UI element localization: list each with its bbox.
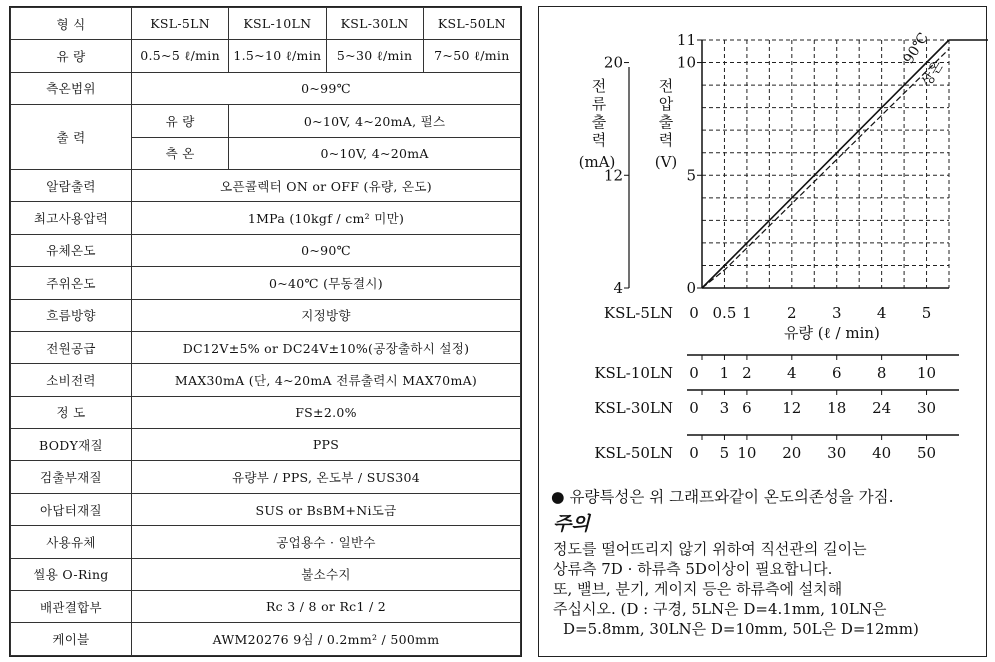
model-cell: KSL-5LN — [132, 8, 229, 40]
spec-table — [9, 6, 522, 657]
flow-label: 유 량 — [11, 40, 132, 72]
series-label-room: 상온 — [918, 58, 947, 90]
fluid-temp-value: 0~90℃ — [132, 234, 521, 266]
model-label: 형 식 — [11, 8, 132, 40]
current-axis-label: 류 — [591, 95, 607, 113]
scale-tick-label: 12 — [782, 399, 802, 417]
output-flow-value: 0~10V, 4~20mA, 펄스 — [229, 105, 521, 137]
output-flow-label: 유 량 — [132, 105, 229, 137]
scale-tick-label: 2 — [787, 304, 797, 322]
series-line — [702, 40, 949, 288]
ambient-value: 0~40℃ (무동결시) — [132, 267, 521, 299]
model-cell: KSL-10LN — [229, 8, 326, 40]
scale-tick-label: 8 — [876, 364, 887, 382]
series-label-90c: 90℃ — [900, 30, 932, 67]
scale-tick-label: 30 — [827, 444, 847, 462]
scale-tick-label: 30 — [916, 399, 937, 417]
scale-tick-label: 3 — [831, 304, 842, 322]
voltage-tick-label: 0 — [686, 279, 696, 297]
current-tick-label: 20 — [603, 53, 623, 72]
scale-model-label: KSL-50LN — [594, 444, 673, 462]
cable-label: 케이블 — [11, 623, 132, 656]
scale-tick-label: 0.5 — [712, 304, 737, 322]
body-value: PPS — [132, 429, 521, 461]
fluid-label: 사용유체 — [11, 526, 132, 558]
scale-tick-label: 6 — [831, 364, 842, 382]
scale-tick-label: 4 — [876, 304, 887, 322]
voltage-axis-label: 전 — [658, 77, 674, 95]
alarm-value: 오픈콜렉터 ON or OFF (유량, 온도) — [132, 169, 521, 201]
output-temp-value: 0~10V, 4~20mA — [229, 137, 521, 169]
current-unit: (mA) — [578, 153, 616, 171]
output-temp-label: 측 온 — [132, 137, 229, 169]
current-axis-label: 력 — [591, 131, 607, 149]
pipe-label: 배관결합부 — [11, 591, 132, 623]
accuracy-value: FS±2.0% — [132, 396, 521, 428]
oring-value: 불소수지 — [132, 558, 521, 590]
detector-value: 유량부 / PPS, 온도부 / SUS304 — [132, 461, 521, 493]
flow-cell: 1.5~10 ℓ/min — [229, 40, 326, 72]
scale-tick-label: 24 — [872, 399, 892, 417]
scale-tick-label: 0 — [689, 444, 699, 462]
body-label: BODY재질 — [11, 429, 132, 461]
flow-cell: 5~30 ℓ/min — [326, 40, 423, 72]
current-tick-label: 12 — [603, 166, 623, 185]
scale-tick-label: 5 — [719, 444, 730, 462]
model-cell: KSL-30LN — [326, 8, 423, 40]
current-axis-label: 전 — [591, 77, 607, 95]
scale-tick-label: 4 — [787, 364, 797, 382]
voltage-tick-label: 11 — [676, 31, 696, 49]
oring-label: 씰용 O-Ring — [11, 558, 132, 590]
scale-tick-label: 3 — [719, 399, 730, 417]
scale-tick-label: 0 — [689, 364, 699, 382]
voltage-unit: (V) — [654, 153, 678, 171]
consumption-label: 소비전력 — [11, 364, 132, 396]
caution-line: 주십시오. (D : 구경, 5LN은 D=4.1mm, 10LN은 — [553, 600, 887, 618]
adapter-label: 아답터재질 — [11, 493, 132, 525]
direction-label: 흐름방향 — [11, 299, 132, 331]
scale-tick-label: 40 — [872, 444, 892, 462]
accuracy-label: 정 도 — [11, 396, 132, 428]
scale-tick-label: 0 — [689, 399, 699, 417]
power-value: DC12V±5% or DC24V±10%(공장출하시 설정) — [132, 331, 521, 363]
scale-tick-label: 1 — [742, 304, 752, 322]
scale-model-label: KSL-5LN — [603, 304, 673, 322]
chart-panel — [538, 6, 987, 657]
x-axis-title: 유량 (ℓ / min) — [784, 324, 880, 342]
scale-tick-label: 6 — [742, 399, 752, 417]
scale-model-label: KSL-10LN — [594, 364, 673, 382]
current-axis-label: 출 — [591, 113, 607, 131]
voltage-tick-label: 10 — [676, 53, 696, 72]
flow-cell: 0.5~5 ℓ/min — [132, 40, 229, 72]
current-tick-label: 4 — [613, 279, 623, 297]
flow-cell: 7~50 ℓ/min — [423, 40, 520, 72]
flow-characteristic-chart — [539, 7, 988, 477]
adapter-value: SUS or BsBM+Ni도금 — [132, 493, 521, 525]
voltage-axis-label: 출 — [658, 113, 674, 131]
caution-line: 정도를 떨어뜨리지 않기 위하여 직선관의 길이는 — [553, 540, 867, 558]
pipe-value: Rc 3 / 8 or Rc1 / 2 — [132, 591, 521, 623]
caution-line: 또, 밸브, 분기, 게이지 등은 하류측에 설치해 — [553, 580, 843, 598]
caution-line: D=5.8mm, 30LN은 D=10mm, 50L은 D=12mm) — [563, 620, 919, 638]
cable-value: AWM20276 9심 / 0.2mm² / 500mm — [132, 623, 521, 656]
voltage-axis-label: 압 — [658, 95, 674, 113]
alarm-label: 알람출력 — [11, 169, 132, 201]
direction-value: 지정방향 — [132, 299, 521, 331]
scale-tick-label: 2 — [742, 364, 752, 382]
fluid-temp-label: 유체온도 — [11, 234, 132, 266]
characteristic-note: ● 유량특성은 위 그래프와같이 온도의존성을 가짐. — [551, 488, 894, 506]
scale-tick-label: 0 — [689, 304, 699, 322]
fluid-value: 공업용수 · 일반수 — [132, 526, 521, 558]
pressure-label: 최고사용압력 — [11, 202, 132, 234]
scale-tick-label: 10 — [916, 364, 937, 382]
consumption-value: MAX30mA (단, 4~20mA 전류출력시 MAX70mA) — [132, 364, 521, 396]
voltage-axis-label: 력 — [658, 131, 674, 149]
output-label: 출 력 — [11, 105, 132, 170]
power-label: 전원공급 — [11, 331, 132, 363]
scale-tick-label: 1 — [719, 364, 730, 382]
detector-label: 검출부재질 — [11, 461, 132, 493]
pressure-value: 1MPa (10kgf / cm² 미만) — [132, 202, 521, 234]
scale-tick-label: 50 — [916, 444, 937, 462]
scale-tick-label: 20 — [782, 444, 802, 462]
caution-line: 상류측 7D · 하류측 5D이상이 필요합니다. — [553, 560, 833, 578]
model-cell: KSL-50LN — [423, 8, 520, 40]
scale-model-label: KSL-30LN — [594, 399, 673, 417]
ambient-label: 주위온도 — [11, 267, 132, 299]
caution-title: 주의 — [553, 513, 590, 535]
scale-tick-label: 10 — [737, 444, 757, 462]
scale-tick-label: 5 — [921, 304, 932, 322]
voltage-tick-label: 5 — [686, 166, 696, 185]
scale-tick-label: 18 — [827, 399, 847, 417]
temp-range-value: 0~99℃ — [132, 72, 521, 104]
temp-range-label: 측온범위 — [11, 72, 132, 104]
